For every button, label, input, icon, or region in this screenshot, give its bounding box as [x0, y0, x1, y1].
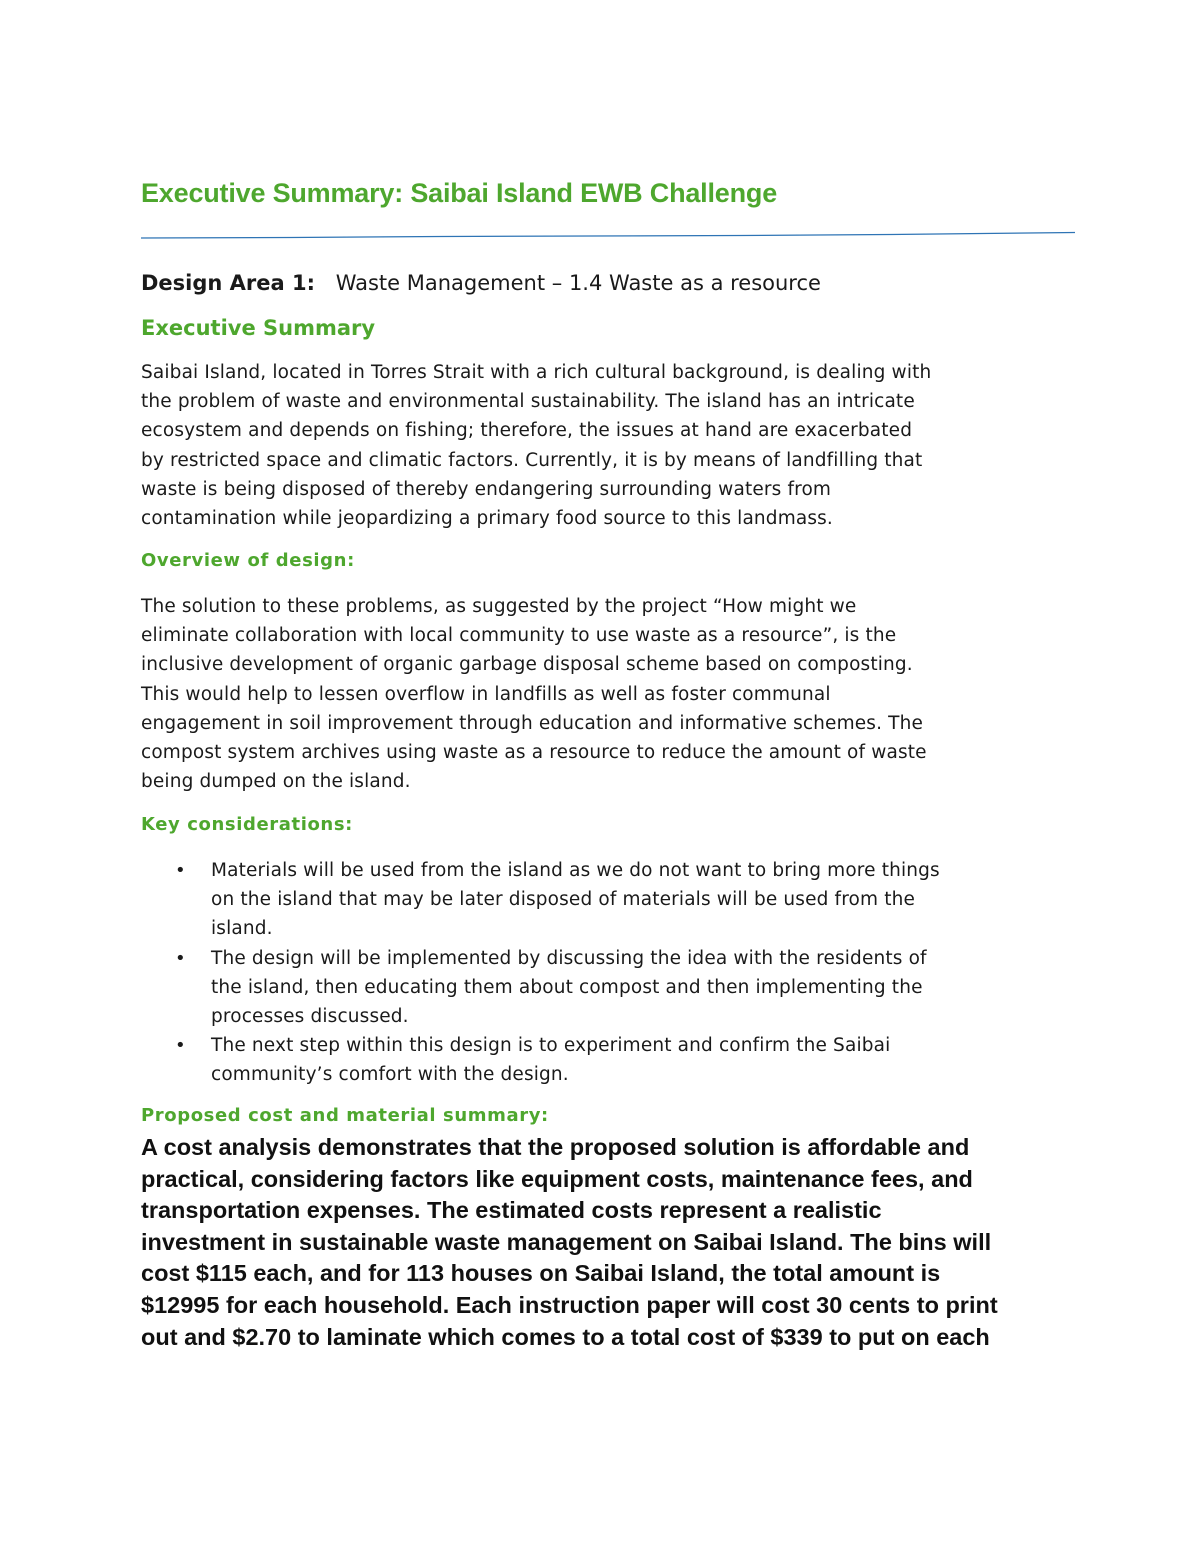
cost-summary-paragraph — [141, 1132, 1101, 1353]
list-item — [141, 856, 1101, 944]
paragraph-line: $12995 for each household. Each instruction paper will cost 30 cents to print — [141, 1291, 998, 1318]
paragraph-line: investment in sustainable waste management on Saibai Island. The bins will — [141, 1228, 992, 1255]
paragraph-line: waste is being disposed of thereby endangering surrounding waters from — [141, 478, 832, 500]
bullet-icon: • — [175, 947, 186, 969]
overview-paragraph — [141, 592, 1101, 796]
paragraph-line: transportation expenses. The estimated costs represent a realistic — [141, 1197, 882, 1224]
executive-summary-heading: Executive Summary — [141, 316, 376, 340]
paragraph-line: contamination while jeopardizing a primary food source to this landmass. — [141, 508, 833, 530]
key-considerations-heading: Key considerations: — [141, 814, 353, 835]
executive-summary-paragraph — [141, 358, 1101, 533]
paragraph-line: The solution to these problems, as suggested by the project “How might we — [141, 596, 857, 617]
list-item-line: community’s comfort with the design. — [211, 1064, 569, 1086]
design-area-value: Waste Management – 1.4 Waste as a resource — [335, 271, 821, 295]
bullet-icon: • — [175, 1035, 186, 1057]
paragraph-line: ecosystem and depends on fishing; therefore, the issues at hand are exacerbated — [141, 420, 913, 442]
paragraph-line: cost $115 each, and for 113 houses on Saibai Island, the total amount is — [141, 1260, 941, 1287]
design-area-line — [141, 271, 821, 295]
title-underline — [141, 231, 1075, 241]
paragraph-line: by restricted space and climatic factors. Currently, it is by means of landfilling that — [141, 449, 923, 471]
paragraph-line: being dumped on the island. — [141, 771, 411, 793]
list-item-line: The design will be implemented by discussing the idea with the residents of — [211, 947, 927, 969]
design-area-label: Design Area 1: — [141, 271, 316, 295]
cost-summary-heading: Proposed cost and material summary: — [141, 1105, 549, 1126]
list-item-line: processes discussed. — [211, 1006, 409, 1028]
list-item-line: the island, then educating them about compost and then implementing the — [211, 976, 923, 998]
paragraph-line: the problem of waste and environmental sustainability. The island has an intricate — [141, 391, 915, 413]
bullet-icon: • — [175, 860, 186, 881]
list-item-line: Materials will be used from the island as we do not want to bring more things — [211, 860, 940, 881]
document-title: Executive Summary: Saibai Island EWB Challenge — [141, 178, 778, 208]
paragraph-line: eliminate collaboration with local community to use waste as a resource”, is the — [141, 625, 897, 647]
list-item — [141, 944, 1101, 1032]
paragraph-line: engagement in soil improvement through education and informative schemes. The — [141, 712, 924, 734]
paragraph-line: practical, considering factors like equipment costs, maintenance fees, and — [141, 1165, 973, 1192]
overview-heading: Overview of design: — [141, 550, 355, 571]
key-considerations-list — [141, 856, 1101, 1090]
list-item-line: island. — [211, 918, 273, 940]
paragraph-line: inclusive development of organic garbage disposal scheme based on composting. — [141, 654, 913, 676]
list-item — [141, 1031, 1101, 1089]
list-item-line: The next step within this design is to experiment and confirm the Saibai — [211, 1035, 891, 1057]
paragraph-line: Saibai Island, located in Torres Strait with a rich cultural background, is dealing with — [141, 362, 932, 383]
paragraph-line: out and $2.70 to laminate which comes to a total cost of $339 to put on each — [141, 1323, 990, 1350]
paragraph-line: This would help to lessen overflow in landfills as well as foster communal — [141, 683, 831, 705]
paragraph-line: compost system archives using waste as a resource to reduce the amount of waste — [141, 742, 927, 764]
list-item-line: on the island that may be later disposed of materials will be used from the — [211, 889, 916, 911]
paragraph-line: A cost analysis demonstrates that the proposed solution is affordable and — [141, 1134, 970, 1160]
